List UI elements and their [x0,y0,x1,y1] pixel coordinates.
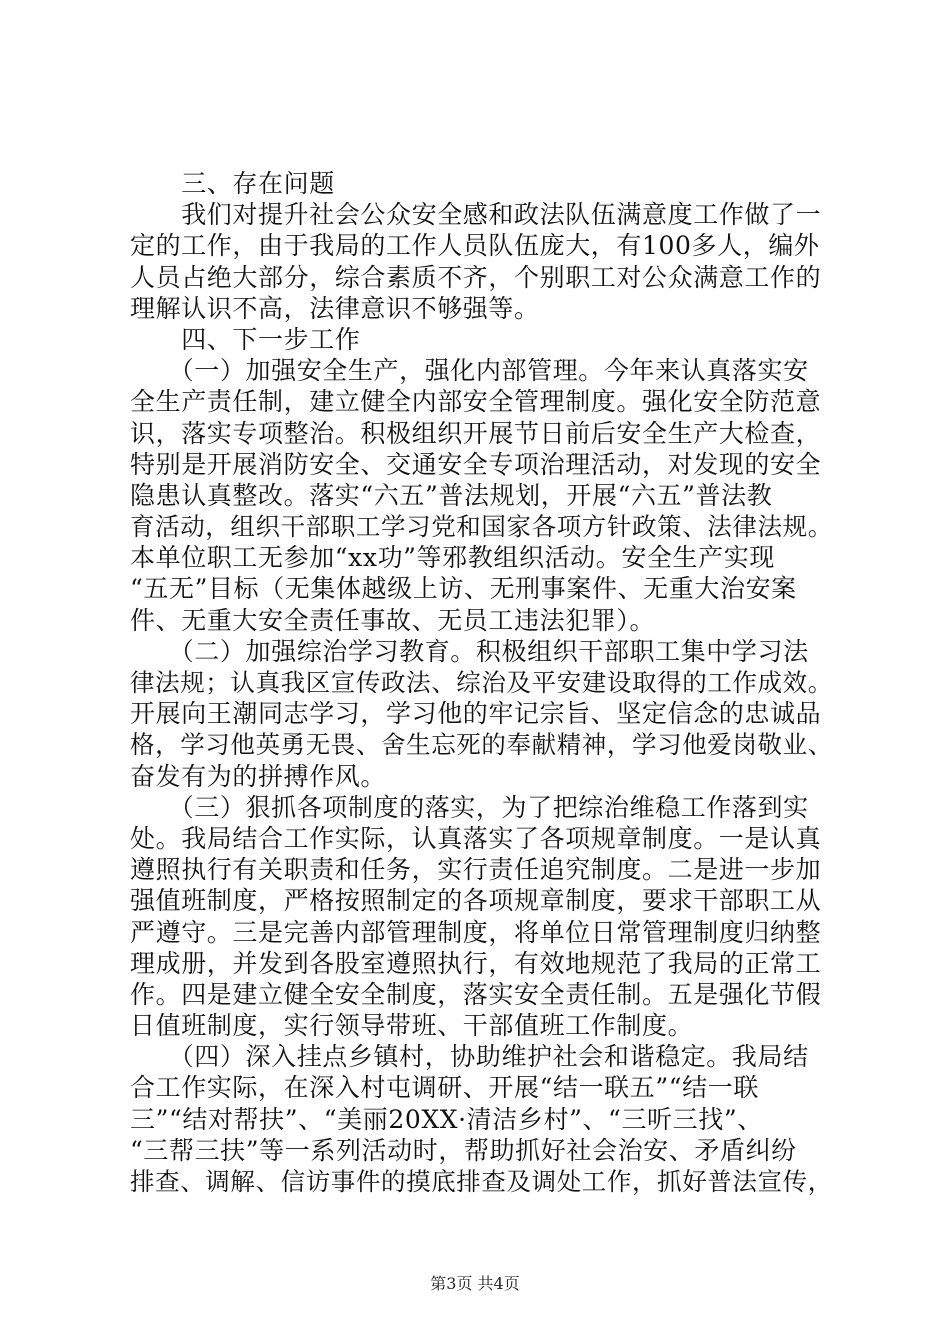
text-line: 全生产责任制，建立健全内部安全管理制度。强化安全防范意 [130,387,822,417]
text-line: 三、存在问题 [130,169,335,198]
text-line: 育活动，组织干部职工学习党和国家各项方针政策、法律法规。 [130,512,833,542]
document-body [130,168,845,1197]
text-line: 遵照执行有关职责和任务，实行责任追究制度。二是进一步加 [130,855,822,885]
text-line: 定的工作，由于我局的工作人员队伍庞大，有100多人，编外 [130,231,820,261]
text-line: 三”“结对帮扶”、“美丽20XX·清洁乡村”、“三听三找”、 [130,1104,763,1134]
text-line: “五无”目标（无集体越级上访、无刑事案件、无重大治安案 [130,574,797,604]
text-line: 作。四是建立健全安全制度，落实安全责任制。五是强化节假 [130,979,822,1009]
text-line: 严遵守。三是完善内部管理制度，将单位日常管理制度归纳整 [130,917,822,947]
text-line: （二）加强综治学习教育。积极组织干部职工集中学习法 [130,636,809,666]
text-line: 格，学习他英勇无畏、舍生忘死的奉献精神，学习他爱岗敬业、 [130,730,833,760]
text-line: 我们对提升社会公众安全感和政法队伍满意度工作做了一 [130,200,822,230]
text-line: 日值班制度，实行领导带班、干部值班工作制度。 [130,1011,694,1041]
text-line: 人员占绝大部分，综合素质不齐，个别职工对公众满意工作的 [130,262,822,292]
text-line: （四）深入挂点乡镇村，协助维护社会和谐稳定。我局结 [130,1042,809,1072]
text-line: 理成册，并发到各股室遵照执行，有效地规范了我局的正常工 [130,948,822,978]
text-line: 理解认识不高，法律意识不够强等。 [130,293,540,323]
text-line: 本单位职工无参加“xx功”等邪教组织活动。安全生产实现 [130,543,775,573]
text-line: 处。我局结合工作实际，认真落实了各项规章制度。一是认真 [130,823,822,853]
text-line: 特别是开展消防安全、交通安全专项治理活动，对发现的安全 [130,449,822,479]
text-line: 开展向王潮同志学习，学习他的牢记宗旨、坚定信念的忠诚品 [130,699,822,729]
text-line: “三帮三扶”等一系列活动时，帮助抓好社会治安、矛盾纠纷 [130,1135,797,1165]
page-number-footer: 第3页 共4页 [430,1274,520,1293]
text-line: 强值班制度，严格按照制定的各项规章制度，要求干部职工从 [130,886,822,916]
text-line: 四、下一步工作 [130,324,361,354]
text-line: （三）狠抓各项制度的落实，为了把综治维稳工作落到实 [130,792,809,822]
text-line: 合工作实际，在深入村屯调研、开展“结一联五”“结一联 [130,1073,759,1103]
text-line: 识，落实专项整治。积极组织开展节日前后安全生产大检查， [130,418,822,448]
text-line: 奋发有为的拼搏作风。 [130,761,387,791]
text-line: 律法规；认真我区宣传政法、综治及平安建设取得的工作成效。 [130,668,833,697]
text-line: （一）加强安全生产，强化内部管理。今年来认真落实安 [130,356,809,386]
text-line: 件、无重大安全责任事故、无员工违法犯罪）。 [130,605,656,635]
text-line: 隐患认真整改。落实“六五”普法规划，开展“六五”普法教 [130,480,773,510]
text-line: 排查、调解、信访事件的摸底排查及调处工作，抓好普法宣传， [130,1167,833,1196]
